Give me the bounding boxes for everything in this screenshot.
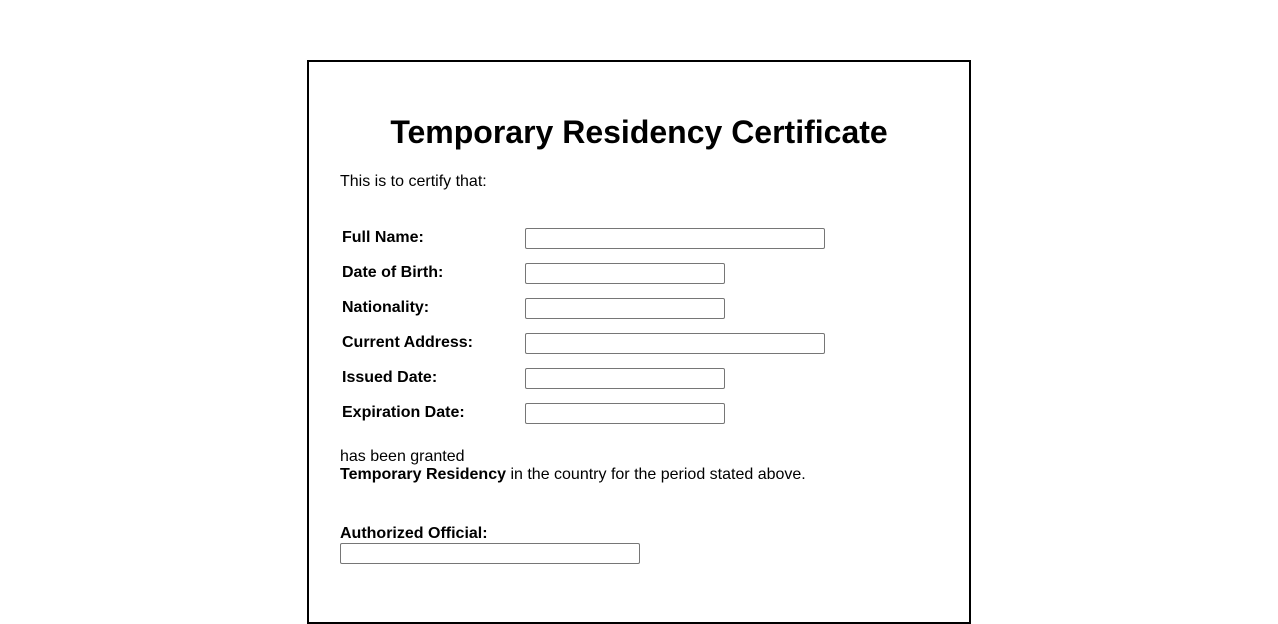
issued-date-input[interactable] xyxy=(525,368,725,389)
granted-period-line xyxy=(340,466,806,484)
granted-line: has been granted xyxy=(340,448,465,465)
expiration-date-label: Expiration Date: xyxy=(342,404,465,421)
date-of-birth-input[interactable] xyxy=(525,263,725,284)
granted-statement xyxy=(340,448,806,484)
expiration-date-input[interactable] xyxy=(525,403,725,424)
granted-period-text: in the country for the period stated above. xyxy=(506,466,806,483)
full-name-label: Full Name: xyxy=(342,229,424,246)
granted-residency-type: Temporary Residency xyxy=(340,466,506,483)
authorized-official-input[interactable] xyxy=(340,543,640,564)
nationality-row xyxy=(342,298,942,320)
certificate-title: Temporary Residency Certificate xyxy=(390,114,888,150)
current-address-input[interactable] xyxy=(525,333,825,354)
certify-intro-text: This is to certify that: xyxy=(340,173,487,190)
full-name-input[interactable] xyxy=(525,228,825,249)
date-of-birth-row xyxy=(342,263,942,285)
certificate-panel xyxy=(307,60,971,624)
authorized-official-label: Authorized Official: xyxy=(340,525,488,542)
issued-date-row xyxy=(342,368,942,390)
issued-date-label: Issued Date: xyxy=(342,369,438,386)
current-address-label: Current Address: xyxy=(342,334,473,351)
nationality-input[interactable] xyxy=(525,298,725,319)
expiration-date-row xyxy=(342,403,942,425)
nationality-label: Nationality: xyxy=(342,299,430,316)
full-name-row xyxy=(342,228,942,250)
date-of-birth-label: Date of Birth: xyxy=(342,264,444,281)
current-address-row xyxy=(342,333,942,355)
